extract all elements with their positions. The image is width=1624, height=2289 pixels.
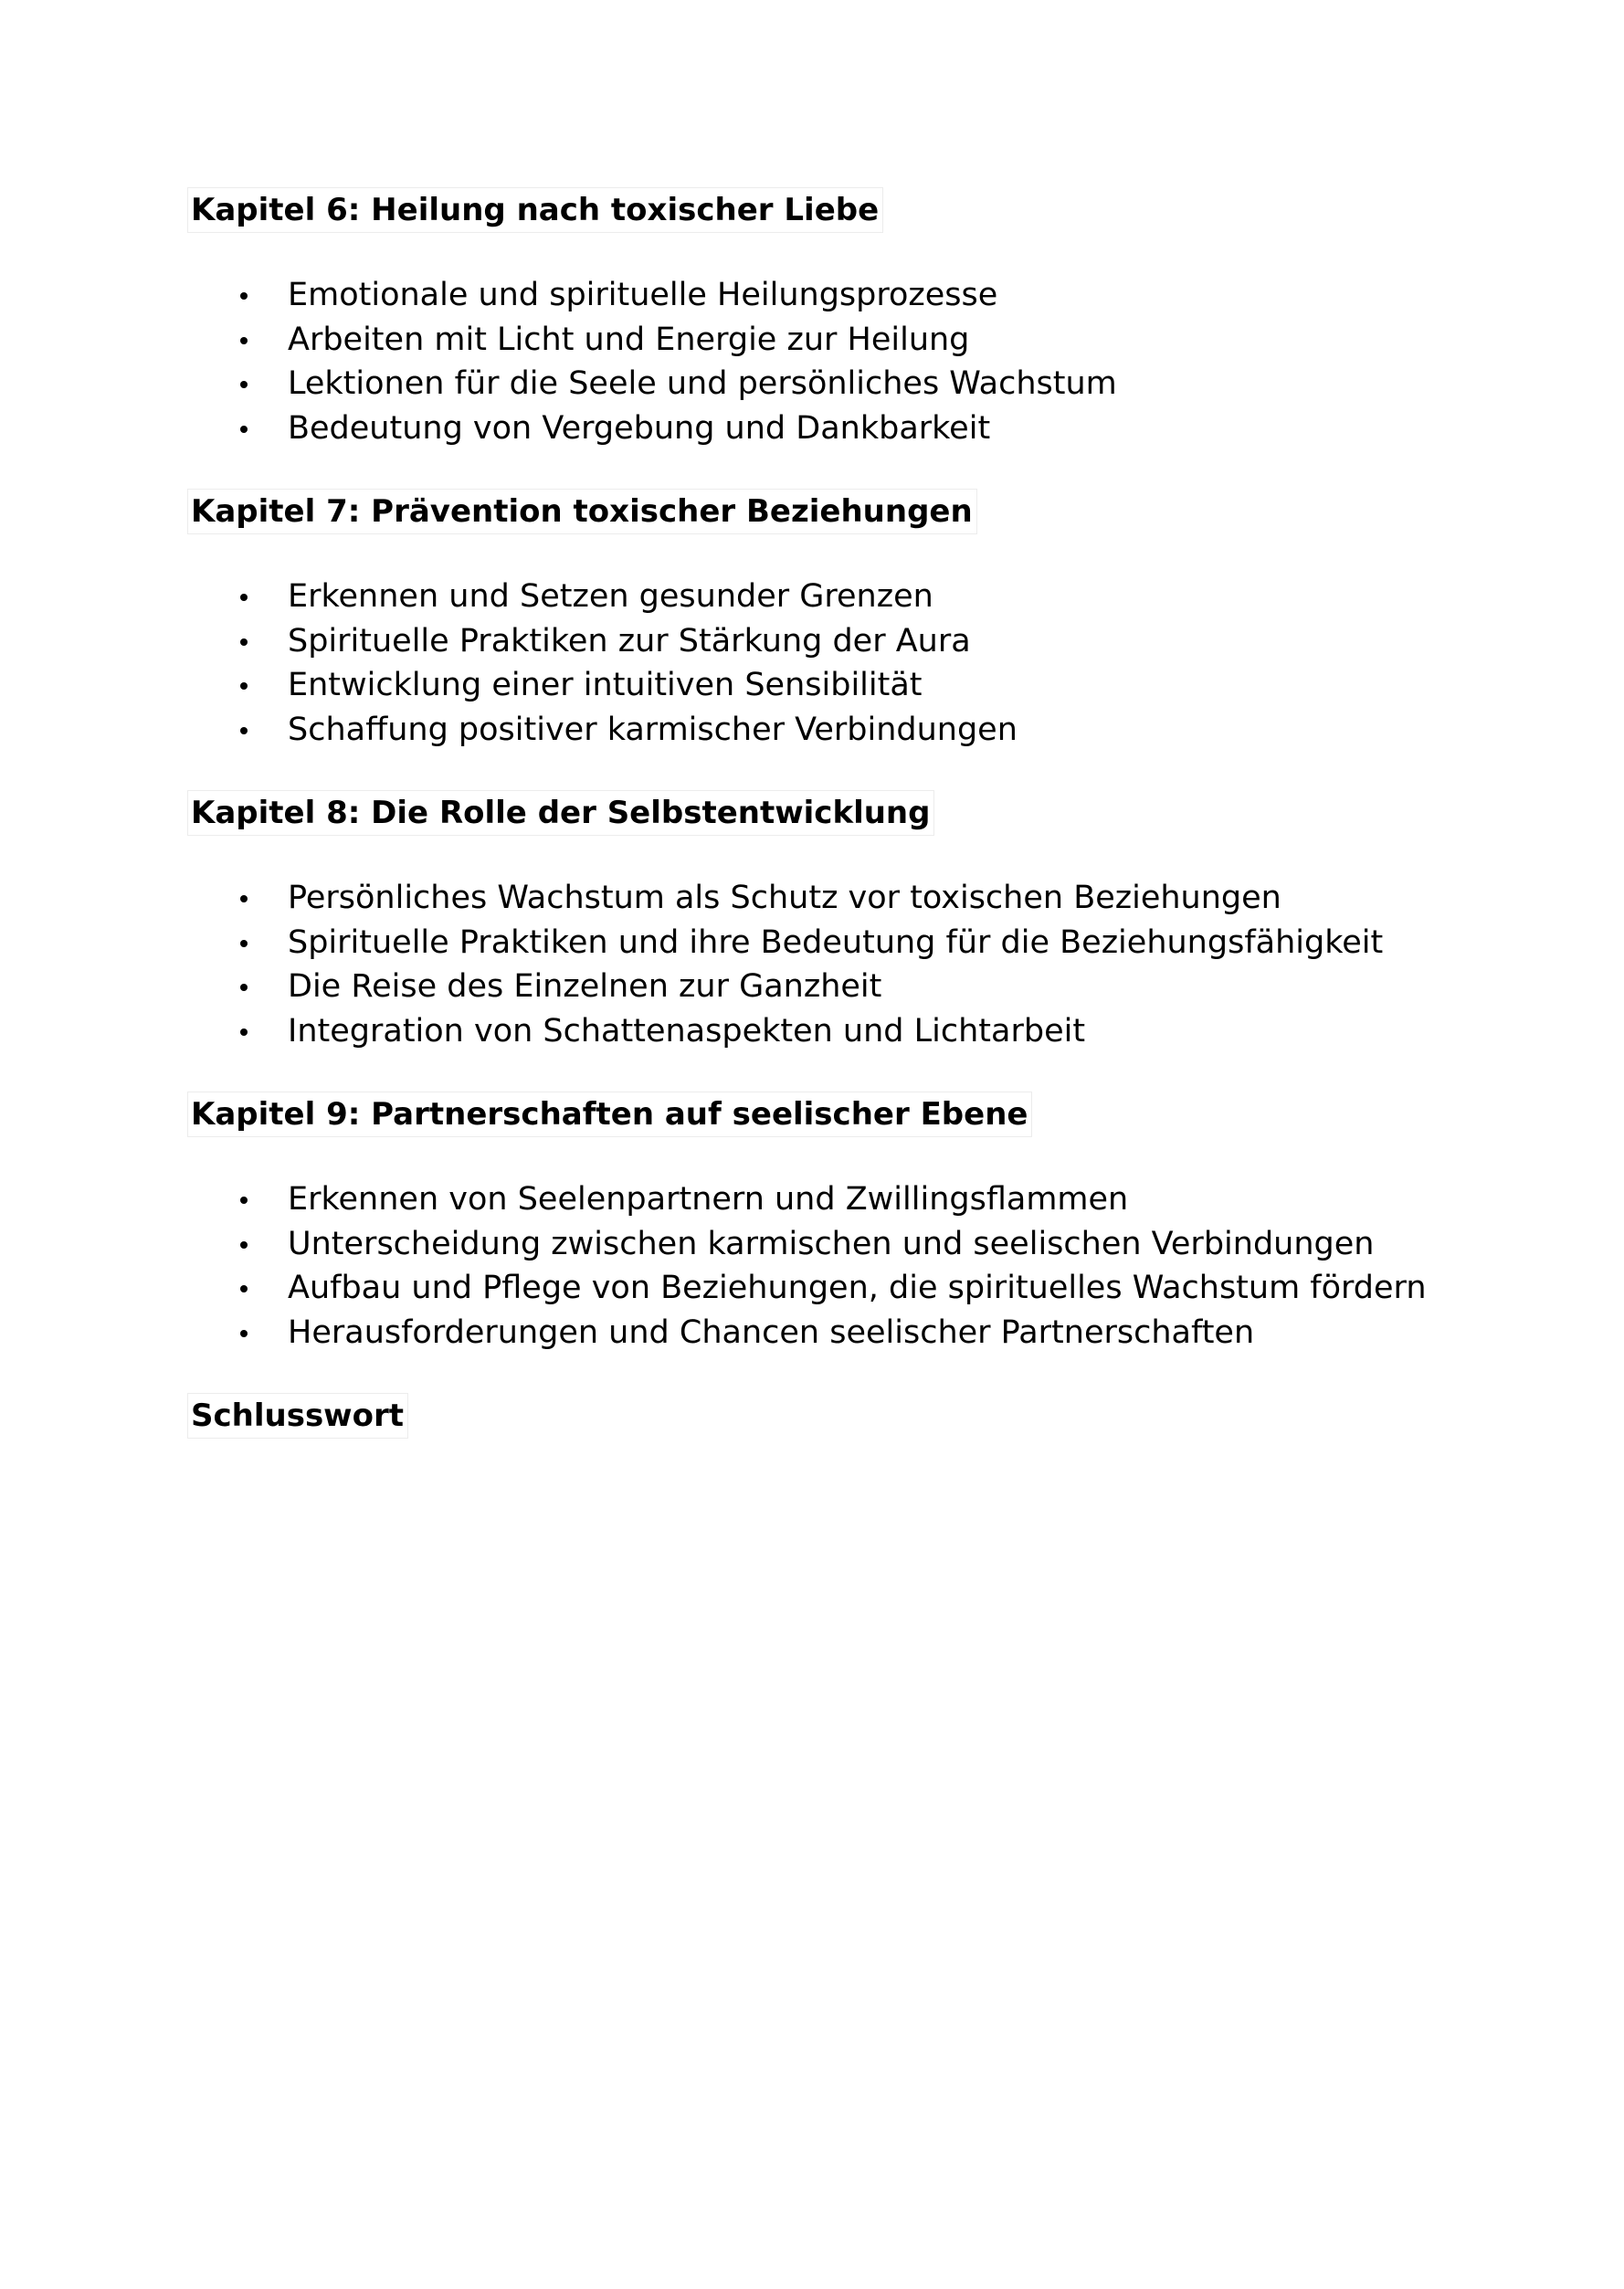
list-item xyxy=(187,876,1439,921)
list-item-text: Schaffung positiver karmischer Verbindungen xyxy=(288,711,1018,748)
list-item xyxy=(187,273,1439,318)
chapter-8-section xyxy=(187,790,1439,1053)
list-item xyxy=(187,663,1439,708)
bullet-icon xyxy=(240,1330,248,1337)
chapter-8-list xyxy=(187,876,1439,1053)
list-item-text: Lektionen für die Seele und persönliches Wachstum xyxy=(288,365,1117,402)
bullet-icon xyxy=(240,426,248,433)
list-item xyxy=(187,362,1439,406)
chapter-8-heading: Kapitel 8: Die Rolle der Selbstentwicklung xyxy=(187,790,934,836)
bullet-icon xyxy=(240,895,248,902)
list-item xyxy=(187,1266,1439,1311)
bullet-icon xyxy=(240,1028,248,1036)
list-item-text: Spirituelle Praktiken und ihre Bedeutung für die Beziehungsfähigkeit xyxy=(288,923,1384,961)
chapter-6-heading: Kapitel 6: Heilung nach toxischer Liebe xyxy=(187,187,883,233)
list-item-text: Die Reise des Einzelnen zur Ganzheit xyxy=(288,968,882,1005)
chapter-9-section xyxy=(187,1092,1439,1355)
list-item-text: Aufbau und Pflege von Beziehungen, die spirituelles Wachstum fördern xyxy=(288,1270,1427,1306)
chapter-6-list xyxy=(187,273,1439,450)
list-item-text: Integration von Schattenaspekten und Lichtarbeit xyxy=(288,1012,1086,1050)
list-item-text: Spirituelle Praktiken zur Stärkung der Aura xyxy=(288,622,971,659)
bullet-icon xyxy=(240,984,248,991)
list-item-text: Erkennen von Seelenpartnern und Zwillingsflammen xyxy=(288,1181,1129,1218)
bullet-icon xyxy=(240,940,248,947)
list-item-text: Entwicklung einer intuitiven Sensibilität xyxy=(288,667,923,703)
list-item xyxy=(187,575,1439,619)
chapter-7-section xyxy=(187,489,1439,752)
chapter-9-list xyxy=(187,1177,1439,1355)
bullet-icon xyxy=(240,1197,248,1204)
list-item xyxy=(187,1311,1439,1355)
chapter-7-heading: Kapitel 7: Prävention toxischer Beziehungen xyxy=(187,489,977,534)
bullet-icon xyxy=(240,594,248,601)
chapter-6-section xyxy=(187,187,1439,450)
list-item xyxy=(187,708,1439,753)
bullet-icon xyxy=(240,1241,248,1249)
list-item xyxy=(187,1222,1439,1267)
list-item-text: Arbeiten mit Licht und Energie zur Heilung xyxy=(288,321,970,358)
list-item-text: Persönliches Wachstum als Schutz vor toxischen Beziehungen xyxy=(288,880,1281,916)
closing-heading: Schlusswort xyxy=(187,1393,408,1439)
list-item xyxy=(187,619,1439,664)
list-item-text: Emotionale und spirituelle Heilungsprozesse xyxy=(288,277,998,313)
list-item-text: Unterscheidung zwischen karmischen und seelischen Verbindungen xyxy=(288,1225,1375,1262)
list-item xyxy=(187,1009,1439,1054)
list-item xyxy=(187,965,1439,1009)
list-item xyxy=(187,921,1439,965)
chapter-7-list xyxy=(187,575,1439,752)
list-item xyxy=(187,318,1439,363)
bullet-icon xyxy=(240,638,248,646)
document-body xyxy=(187,187,1439,1479)
list-item-text: Erkennen und Setzen gesunder Grenzen xyxy=(288,578,933,615)
bullet-icon xyxy=(240,727,248,734)
bullet-icon xyxy=(240,682,248,690)
list-item-text: Bedeutung von Vergebung und Dankbarkeit xyxy=(288,409,991,447)
bullet-icon xyxy=(240,292,248,300)
bullet-icon xyxy=(240,337,248,344)
bullet-icon xyxy=(240,1285,248,1292)
list-item-text: Herausforderungen und Chancen seelischer Partnerschaften xyxy=(288,1313,1255,1351)
bullet-icon xyxy=(240,381,248,388)
chapter-9-heading: Kapitel 9: Partnerschaften auf seelischer Ebene xyxy=(187,1092,1032,1137)
closing-section xyxy=(187,1393,1439,1439)
list-item xyxy=(187,1177,1439,1222)
list-item xyxy=(187,406,1439,451)
